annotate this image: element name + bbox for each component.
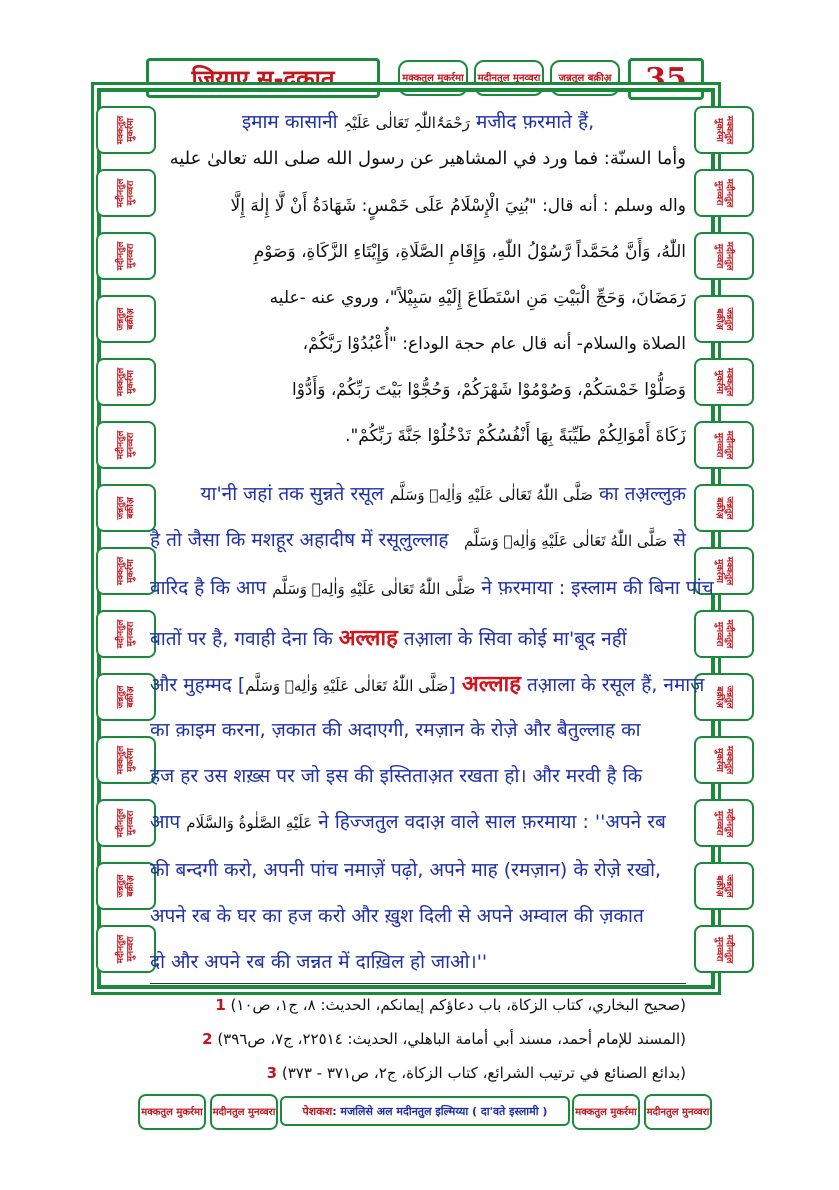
hindi-line-2 bbox=[150, 526, 686, 552]
border-badge: मदीनतुल मुनव्वरा bbox=[96, 925, 156, 973]
hindi-text: तआ़ला के सिवा कोई मा'बूद नहीं bbox=[403, 628, 627, 650]
border-badge: मक्कतुल मुकर्रमा bbox=[96, 736, 156, 784]
footnote-text: (بدائع الصنائع في ترتيب الشرائع، كتاب الزكاة، ج٢، ص٣٧١ - ٣٧٣) bbox=[281, 1064, 686, 1082]
intro-line bbox=[150, 108, 686, 134]
footnote-divider bbox=[150, 983, 686, 984]
hindi-line-1 bbox=[150, 480, 686, 506]
footer-lead: पेशकश bbox=[302, 1104, 333, 1118]
hindi-line-3 bbox=[150, 574, 714, 600]
arabic-line-6: وَصَلُّوْا خَمْسَكُمْ، وَصُوْمُوْا شَهْرَكُمْ، وَحُجُّوْا بَيْتَ رَبِّكُمْ، وَأَدُّوْا bbox=[291, 380, 686, 400]
footer-badge-madinah-left: मदीनतुल मुनव्वरा bbox=[210, 1094, 278, 1130]
page-header-title: जियाए स-दक़ात bbox=[146, 58, 380, 98]
arabic-line-1: وأما السنّة: فما ورد في المشاهير عن رسول الله صلى الله تعالىٰ عليه bbox=[169, 148, 686, 169]
hindi-text: और मुहम्मद [ bbox=[150, 674, 246, 696]
hindi-text: तआ़ला के रसूल हैं, नमाज़ bbox=[526, 674, 705, 696]
hindi-text: का तअ़ल्लुक़ bbox=[599, 483, 686, 505]
footnote-text: (صحيح البخاري، كتاب الزكاة، باب دعاؤكم إيمانكم، الحديث: ٨، ج١، ص١٠) bbox=[230, 996, 686, 1014]
border-badge: मदीनतुल मुनव्वरा bbox=[694, 925, 754, 973]
footnote-1 bbox=[150, 996, 686, 1014]
hindi-line-11: दो और अपने रब की जन्नत में दाख़िल हो जाओ।'' bbox=[150, 951, 488, 973]
hindi-line-7: हज हर उस शख़्स पर जो इस की इस्तिताअ़त रखता हो। और मरवी है कि bbox=[150, 765, 643, 787]
hindi-text: है तो जैसा कि मशहूर अहादीष में रसूलुल्लाह bbox=[150, 529, 449, 551]
allah-word: अल्लाह bbox=[461, 672, 521, 697]
header-badge-madinah: मदीनतुल मुनव्वरा bbox=[474, 60, 544, 96]
footer-badge-madinah-right: मदीनतुल मुनव्वरा bbox=[644, 1094, 712, 1130]
salawat: صَلَّى اللّٰهُ تَعَالٰى عَلَيْهِ وَاٰلِهٖ وَسَلَّم bbox=[389, 486, 593, 504]
arabic-line-5: الصلاة والسلام- أنه قال عام حجة الوداع: "أُعْبُدُوْا رَبَّكُمْ، bbox=[302, 334, 686, 354]
border-badge: मदीनतुल मुनव्वरा bbox=[694, 169, 754, 217]
border-badge: मदीनतुल मुनव्वरा bbox=[96, 421, 156, 469]
border-badge: मक्कतुल मुकर्रमा bbox=[96, 106, 156, 154]
allah-word: अल्लाह bbox=[338, 626, 398, 651]
intro-arabic-honorific: رَحْمَۃُاللّٰہِ تَعَالٰی عَلَیْہِ bbox=[343, 114, 470, 132]
border-badge: मदीनतुल मुनव्वरा bbox=[694, 799, 754, 847]
hindi-text: ने हिज्जतुल वदाअ़ वाले साल फ़रमाया : ''अपने रब bbox=[318, 811, 666, 833]
arabic-line-7: زَكَاةَ أَمْوَالِكُمْ طَيِّبَةً بِهَا أَنْفُسُكُمْ تَدْخُلُوْا جَنَّةَ رَبِّكُمْ". bbox=[345, 426, 686, 446]
border-badge: मदीनतुल मुनव्वरा bbox=[96, 232, 156, 280]
border-badge: मक्कतुल मुकर्रमा bbox=[694, 547, 754, 595]
salawat: صَلَّى اللّٰهُ تَعَالٰى عَلَيْهِ وَاٰلِهٖ وَسَلَّم bbox=[245, 677, 449, 695]
footnote-text: (المسند للإمام أحمد، مسند أبي أمامة الباهلي، الحديث: ٢٢٥١٤، ج٧، ص٣٩٦) bbox=[217, 1030, 686, 1048]
footnote-number: 2 bbox=[202, 1030, 213, 1048]
arabic-line-4: رَمَضَانَ، وَحَجِّ الْبَيْتِ مَنِ اسْتَطَاعَ إِلَيْهِ سَبِيْلاً"، وروي عنه -عليه bbox=[269, 288, 686, 308]
hindi-line-10: अपने रब के घर का हज करो और ख़ुश दिली से अपने अम्वाल की ज़कात bbox=[150, 905, 644, 927]
border-badge: जन्नतुल बक़ीअ़ bbox=[694, 484, 754, 532]
footer-badge-makkah-left: मक्कतुल मुकर्रमा bbox=[138, 1094, 206, 1130]
hindi-line-4 bbox=[150, 622, 686, 652]
border-badge: मदीनतुल मुनव्वरा bbox=[694, 232, 754, 280]
hindi-line-5 bbox=[150, 668, 705, 698]
salawat: صَلَّى اللّٰهُ تَعَالٰى عَلَيْهِ وَاٰلِهٖ وَسَلَّم bbox=[463, 532, 668, 550]
alayhi-salam: عَلَيْهِ الصَّلٰوةُ وَالسَّلَام bbox=[186, 814, 313, 832]
header-badge-baqi: जन्नतुल बक़ीअ़ bbox=[550, 60, 620, 96]
border-badge: मदीनतुल मुनव्वरा bbox=[96, 799, 156, 847]
footnote-3 bbox=[150, 1064, 686, 1082]
arabic-line-2: واله وسلم : أنه قال: "بُنِيَ الْإِسْلَامُ عَلَى خَمْسٍ: شَهَادَةُ أَنْ لَّا إِلٰهَ إِلَّا bbox=[230, 196, 686, 216]
border-badge: मक्कतुल मुकर्रमा bbox=[694, 106, 754, 154]
footer-badge-makkah-right: मक्कतुल मुकर्रमा bbox=[572, 1094, 640, 1130]
hindi-line-6: का क़ाइम करना, ज़कात की अदाएगी, रमज़ान के रोज़े और बैतुल्लाह का bbox=[150, 719, 641, 741]
border-badge: जन्नतुल बक़ीअ़ bbox=[694, 862, 754, 910]
border-badge: मक्कतुल मुकर्रमा bbox=[694, 736, 754, 784]
intro-hindi-2: मजीद फ़रमाते हैं, bbox=[475, 111, 595, 133]
hindi-text: वारिद है कि आप bbox=[150, 577, 267, 599]
border-badge: मक्कतुल मुकर्रमा bbox=[96, 358, 156, 406]
hindi-text: या'नी जहां तक सुन्नते रसूल bbox=[200, 483, 384, 505]
border-badge: जन्नतुल बक़ीअ़ bbox=[96, 484, 156, 532]
hindi-text: आप bbox=[150, 811, 181, 833]
hindi-text: बातों पर है, गवाही देना कि bbox=[150, 628, 333, 650]
footnote-number: 1 bbox=[215, 996, 226, 1014]
intro-hindi: इमाम कासानी bbox=[241, 111, 338, 133]
border-badge: मदीनतुल मुनव्वरा bbox=[96, 610, 156, 658]
footer-publisher bbox=[280, 1096, 570, 1126]
page-number: 35 bbox=[628, 58, 704, 100]
footnote-2 bbox=[150, 1030, 686, 1048]
border-badge: जन्नतुल बक़ीअ़ bbox=[96, 673, 156, 721]
border-badge: जन्नतुल बक़ीअ़ bbox=[96, 295, 156, 343]
arabic-line-3: اللّٰهُ، وَأَنَّ مُحَمَّداً رَّسُوْلُ اللّٰهِ، وَإِقَامِ الصَّلَاةِ، وَإِيْتَاءِ الزَّكَاةِ، وَصَوْمِ bbox=[253, 242, 686, 262]
header-badge-makkah: मक्कतुल मुकर्रमा bbox=[398, 60, 468, 96]
border-badge: जन्नतुल बक़ीअ़ bbox=[694, 673, 754, 721]
hindi-line-8 bbox=[150, 808, 686, 834]
footer-text: : मजलिसे अल मदीनतुल इल्मिय्या ( दा'वते इस्लामी ) bbox=[332, 1104, 548, 1118]
border-badge: मदीनतुल मुनव्वरा bbox=[694, 421, 754, 469]
hindi-line-9: की बन्दगी करो, अपनी पांच नमाज़ें पढ़ो, अपने माह (रमज़ान) के रोज़े रखो, bbox=[150, 859, 662, 881]
border-badge: मदीनतुल मुनव्वरा bbox=[694, 610, 754, 658]
hindi-text: से bbox=[673, 529, 686, 551]
border-badge: मक्कतुल मुकर्रमा bbox=[694, 358, 754, 406]
border-badge: मदीनतुल मुनव्वरा bbox=[96, 169, 156, 217]
hindi-text: ] bbox=[448, 674, 456, 696]
border-badge: मक्कतुल मुकर्रमा bbox=[96, 547, 156, 595]
footnote-number: 3 bbox=[266, 1064, 278, 1082]
salawat: صَلَّى اللّٰهُ تَعَالٰى عَلَيْهِ وَاٰلِهٖ وَسَلَّم bbox=[272, 580, 476, 598]
border-badge: जन्नतुल बक़ीअ़ bbox=[694, 295, 754, 343]
border-badge: जन्नतुल बक़ीअ़ bbox=[96, 862, 156, 910]
hindi-text: ने फ़रमाया : इस्लाम की बिना पांच bbox=[481, 577, 714, 599]
